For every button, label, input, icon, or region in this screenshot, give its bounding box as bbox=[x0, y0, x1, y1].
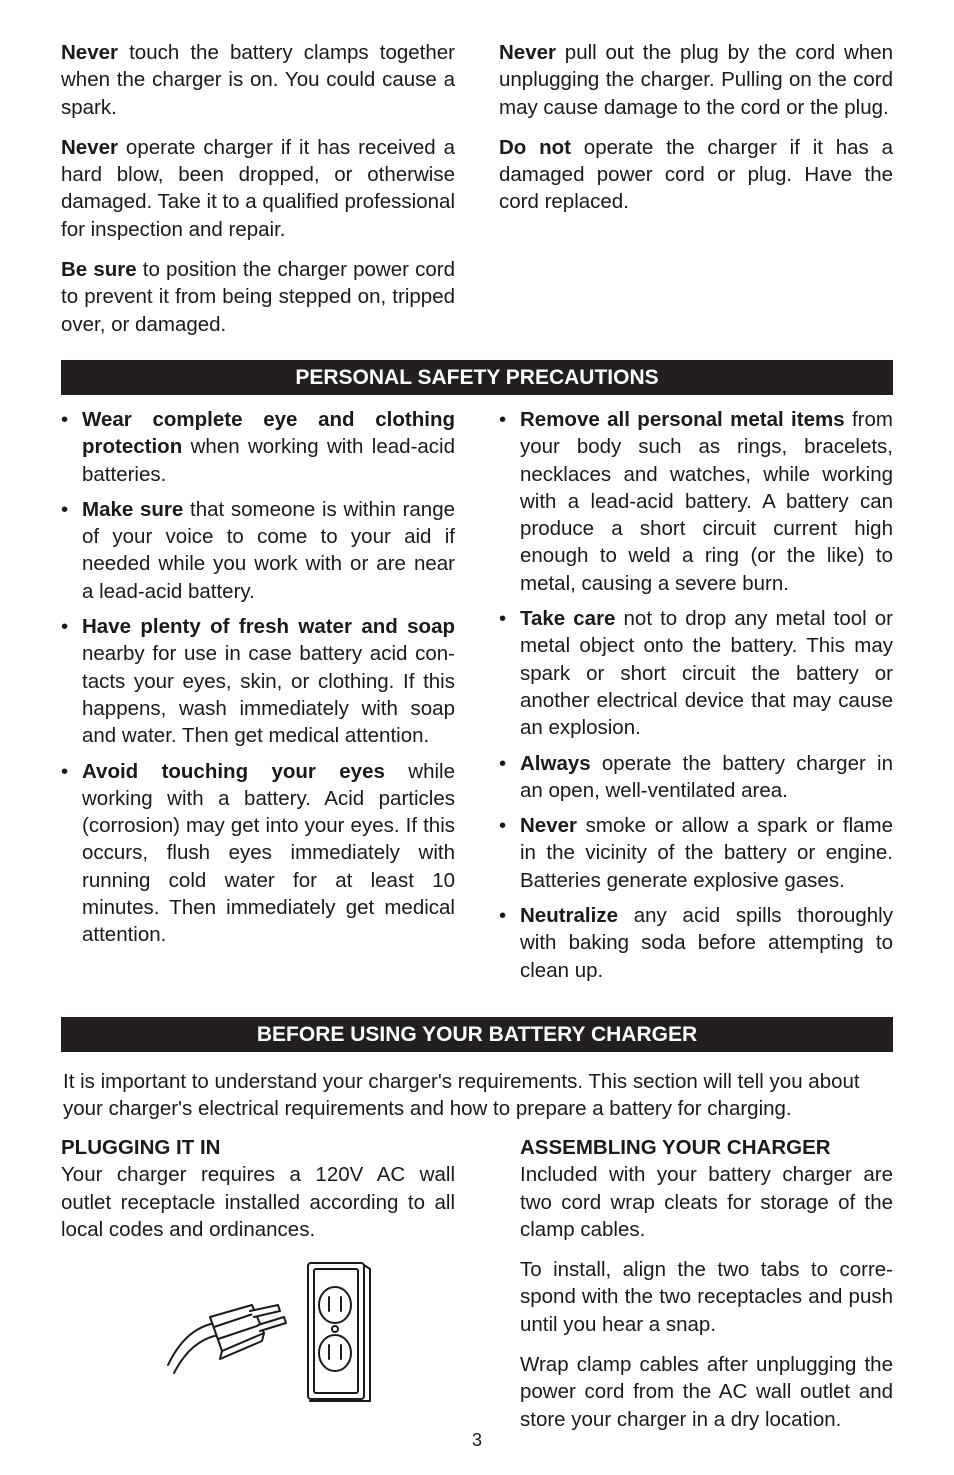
intro-paragraph: It is important to understand your charger's requirements. This section will tell you about your charger's electrical requirements and how to prepare a battery for charging. bbox=[63, 1070, 860, 1121]
warning-paragraph: Never pull out the plug by the cord when unplugging the charger. Pulling on the cord may cause damage to the cord or the plug. bbox=[499, 41, 893, 119]
plugging-heading: PLUGGING IT IN bbox=[61, 1136, 221, 1159]
plug-outlet-illustration bbox=[160, 1255, 380, 1405]
top-left-column bbox=[61, 39, 455, 351]
list-item: • Never smoke or allow a spark or flame in the vicinity of the battery or engine. Batteries generate explosive gases. bbox=[499, 812, 893, 894]
list-item: • Have plenty of fresh water and soap nearby for use in case battery acid con-tacts your eyes, skin, or clothing. If this happens, wash immediately with soap and water. Then get medical attention. bbox=[61, 613, 455, 749]
assembling-section bbox=[520, 1134, 893, 1446]
warning-paragraph: Be sure to position the charger power cord to prevent it from being stepped on, tripped over, or damaged. bbox=[61, 258, 455, 336]
safety-left-column bbox=[61, 406, 455, 957]
personal-safety-heading: PERSONAL SAFETY PRECAUTIONS bbox=[61, 360, 893, 395]
list-item: • Remove all personal metal items from your body such as rings, bracelets, necklaces and watches, while working with a lead-acid battery. A battery can produce a short circuit current high enough to weld a ring (or the like) to metal, causing a severe burn. bbox=[499, 406, 893, 597]
safety-right-column bbox=[499, 406, 893, 992]
assembling-paragraph: To install, align the two tabs to corre-spond with the two receptacles and push until you hear a snap. bbox=[520, 1258, 893, 1336]
cord bbox=[168, 1323, 215, 1365]
assembling-paragraph: Wrap clamp cables after unplugging the power cord from the AC wall outlet and store your charger in a dry location. bbox=[520, 1353, 893, 1431]
list-item: • Neutralize any acid spills thoroughly with baking soda before attempting to clean up. bbox=[499, 902, 893, 984]
plugging-section bbox=[61, 1134, 455, 1243]
list-item: • Take care not to drop any metal tool or metal object onto the battery. This may spark or short circuit the battery or another electrical device that may cause an explosion. bbox=[499, 605, 893, 741]
warning-paragraph: Do not operate the charger if it has a damaged power cord or plug. Have the cord replaced. bbox=[499, 135, 893, 214]
page-number: 3 bbox=[471, 1430, 482, 1450]
assembling-paragraph: Included with your battery charger are two cord wrap cleats for storage of the clamp cables. bbox=[520, 1163, 893, 1241]
top-right-column bbox=[499, 39, 893, 229]
before-using-heading: BEFORE USING YOUR BATTERY CHARGER bbox=[61, 1017, 893, 1052]
plugging-text: Your charger requires a 120V AC wall outlet receptacle installed according to all local codes and ordinances. bbox=[61, 1163, 455, 1241]
list-item: • Make sure that someone is within range of your voice to come to your aid if needed while you work with or are near a lead-acid battery. bbox=[61, 496, 455, 605]
list-item: • Avoid touching your eyes while working with a battery. Acid particles (corrosion) may get into your eyes. If this occurs, flush eyes immediately with running cold water for at least 10 minutes. Then immediately get medical attention. bbox=[61, 758, 455, 949]
list-item: • Wear complete eye and clothing protection when working with lead-acid batteries. bbox=[61, 406, 455, 488]
list-item: • Always operate the battery charger in an open, well-ventilated area. bbox=[499, 750, 893, 805]
assembling-heading: ASSEMBLING YOUR CHARGER bbox=[520, 1136, 831, 1159]
warning-paragraph: Never operate charger if it has received a hard blow, been dropped, or otherwise damaged. Take it to a qualified professional for inspection and repair. bbox=[61, 135, 455, 241]
warning-paragraph: Never touch the battery clamps together when the charger is on. You could cause a spark. bbox=[61, 41, 455, 119]
